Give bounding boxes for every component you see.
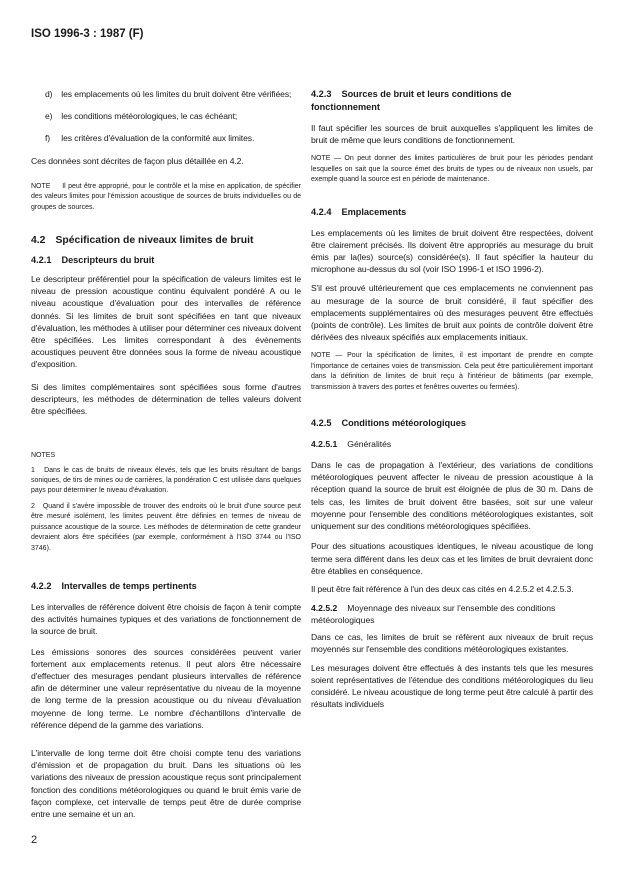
paragraph: Les émissions sonores des sources considérées peuvent varier fortement aux emplacements retenus. Il peut alors être nécessaire d'effectuer des mesurages pendant plusieurs intervalles de référence afin de déterminer une valeur représentative du niveau de la moyenne de long terme de la pression acoustique ou du niveau d'évaluation moyenne de long terme. Le nombre d'échantillons d'intervalle de référence dépend de la gamme des variations. — [31, 646, 301, 730]
note-item: 2 Quand il s'avère impossible de trouver des endroits où le bruit d'une source peut être mesuré isolément, les limites peuvent être définies en termes de niveau de puissance acoustique de la source. Les méthodes de détermination de cette grandeur devraient alors être spécifiées (par exemple, conformément à l'ISO 3744 ou l'ISO 3746). — [31, 502, 303, 552]
list-item — [45, 110, 301, 122]
section-number: 4.2 — [31, 235, 46, 247]
list-text: les conditions météorologiques, le cas échéant; — [61, 111, 238, 122]
section-heading-4-2 — [31, 234, 301, 247]
list-item — [45, 88, 301, 100]
section-title: Moyennage des niveaux sur l'ensemble des conditions météorologiques — [311, 603, 556, 626]
section-number: 4.2.5.1 — [311, 439, 338, 450]
list-label: f) — [45, 133, 51, 144]
section-heading-4-2-2 — [31, 580, 301, 593]
paragraph: Dans le cas de propagation à l'extérieur, des variations de conditions météorologiques peuvent affecter le niveau de pression acoustique à la réception quand la source de bruit est éloignée de plus de 30 m. Dans de tels cas, les limites de bruit doivent être basées, soit sur une valeur moyenne pour l'ensemble des conditions météorologiques existantes, soit uniquement sur des conditions météorologiques spécifiées. — [311, 460, 593, 532]
paragraph: Dans ce cas, les limites de bruit se réfèrent aux niveaux de bruit reçus moyennés sur l'ensemble des conditions météorologiques existantes. — [311, 632, 593, 655]
paragraph: Les intervalles de référence doivent être choisis de façon à tenir compte des activités humaines typiques et des variations de fonctionnement de la source de bruit. — [31, 601, 301, 637]
section-title: Intervalles de temps pertinents — [61, 580, 197, 591]
note-item: 1 Dans le cas de bruits de niveaux élevés, tels que les bruits résultant de bangs soniques, de tirs de mines ou de carrières, la pondération C est utilisée dans quelques pays pour déterminer le niveau d'évaluation. — [31, 466, 303, 495]
section-number: 4.2.5.2 — [311, 603, 338, 614]
section-number: 4.2.3 — [311, 89, 332, 99]
paragraph: Pour des situations acoustiques identiques, le niveau acoustique de long terme sera différent dans les deux cas et les limites de bruit devraient donc être établies en conséquence. — [311, 541, 593, 576]
notes-heading: NOTES — [31, 452, 56, 460]
section-number: 4.2.5 — [311, 418, 332, 429]
document-header: ISO 1996-3 : 1987 (F) — [31, 28, 144, 40]
section-heading-4-2-5 — [311, 417, 593, 430]
section-number: 4.2.1 — [31, 255, 52, 266]
list-label: e) — [45, 111, 53, 122]
section-heading-4-2-1 — [31, 254, 301, 267]
page-number: 2 — [31, 834, 38, 847]
list-text: les critères d'évaluation de la conformité aux limites. — [61, 133, 255, 144]
list-item — [45, 132, 301, 144]
paragraph: Il faut spécifier les sources de bruit auxquelles s'appliquent les limites de bruit de même que leurs conditions de fonctionnement. — [311, 123, 593, 146]
paragraph: S'il est prouvé ultérieurement que ces emplacements ne conviennent pas au mesurage de la source de bruit considéré, il faut spécifier des emplacements supplémentaires où des mesurages peuvent être effectués (points de contrôle). Les limites de bruit aux points de contrôle doivent être dérivées des niveaux spécifiés aux emplacements initiaux. — [311, 283, 593, 343]
paragraph: L'intervalle de long terme doit être choisi compte tenu des variations d'émission et de propagation du bruit. Dans les situations où les variations des niveaux de pression acoustique reçus sont principalement fonction des conditions météorologiques ou quand le bruit émis varie de façon complexe, cet intervalle de temps peut être de durée comprise entre une semaine et un an. — [31, 747, 301, 819]
section-title: Généralités — [347, 439, 392, 450]
note: NOTE Il peut être approprié, pour le contrôle et la mise en application, de spécifier des valeurs limites pour l'émission acoustique de sources de bruits individuelles ou de groupes de sources. — [31, 182, 303, 211]
note: NOTE — Pour la spécification de limites, il est important de prendre en compte l'importance de certaines voies de transmission. Cela peut être particulièrement important dans la définition de limites de bruit reçu à l'intérieur de bâtiments (par exemple, transmission à travers des portes et fenêtres ouvertes ou fermées). — [311, 352, 593, 391]
section-heading-4-2-3 — [311, 88, 541, 114]
section-number: 4.2.2 — [31, 580, 52, 591]
left-column — [31, 88, 301, 847]
section-number: 4.2.4 — [311, 206, 332, 217]
subsection-heading-4-2-5-1 — [311, 438, 593, 450]
section-title: Emplacements — [341, 206, 407, 217]
paragraph: Les mesurages doivent être effectués à des instants tels que les mesures soient représentatives de l'étendue des conditions météorologiques du lieu considéré. Le niveau acoustique de long terme peut être calculé à partir des résultats individuels — [311, 662, 593, 710]
paragraph: Si des limites complémentaires sont spécifiées sous forme d'autres descripteurs, les méthodes de détermination de telles valeurs doivent être spécifiées. — [31, 381, 301, 417]
section-heading-4-2-4 — [311, 206, 593, 219]
summary-text: Ces données sont décrites de façon plus détaillée en 4.2. — [31, 155, 244, 166]
subsection-heading-4-2-5-2 — [311, 602, 593, 626]
list-text: les emplacements où les limites du bruit doivent être vérifiées; — [61, 89, 292, 99]
paragraph: Il peut être fait référence à l'un des deux cas cités en 4.2.5.2 et 4.2.5.3. — [311, 583, 574, 594]
section-title: Spécification de niveaux limites de bruit — [55, 235, 254, 247]
note: NOTE — On peut donner des limites particulières de bruit pour les périodes pendant lesquelles on sait que la source émet des bruits de types ou de niveaux non usuels, par exemple quand la source est en période de maintenance. — [311, 155, 593, 184]
section-title: Descripteurs du bruit — [61, 255, 155, 266]
section-title: Conditions météorologiques — [341, 418, 466, 429]
right-column — [311, 88, 593, 710]
section-title: Sources de bruit et leurs conditions de fonctionnement — [311, 89, 512, 112]
paragraph: Le descripteur préférentiel pour la spécification de valeurs limites est le niveau de pression acoustique continu équivalent pondéré A ou le niveau acoustique d'évaluation pour des intervalles de référence donnés. Si les limites de bruit sont spécifiées en tant que niveaux d'évaluation, les méthodes à utiliser pour déterminer ces niveaux doivent être spécifiées. Les limites correspondant à des évènements acoustiques peuvent être données sous la forme de niveau acoustique d'exposition. — [31, 274, 301, 370]
list-label: d) — [45, 89, 53, 99]
paragraph: Les emplacements où les limites de bruit doivent être respectées, doivent être clairement précisés. Ils doivent être appropriés au mesurage du bruit émis par la(les) source(s) considérée(s). Il faut spécifier la hauteur du microphone au-dessus du sol (voir ISO 1996-1 et ISO 1996-2). — [311, 227, 593, 275]
